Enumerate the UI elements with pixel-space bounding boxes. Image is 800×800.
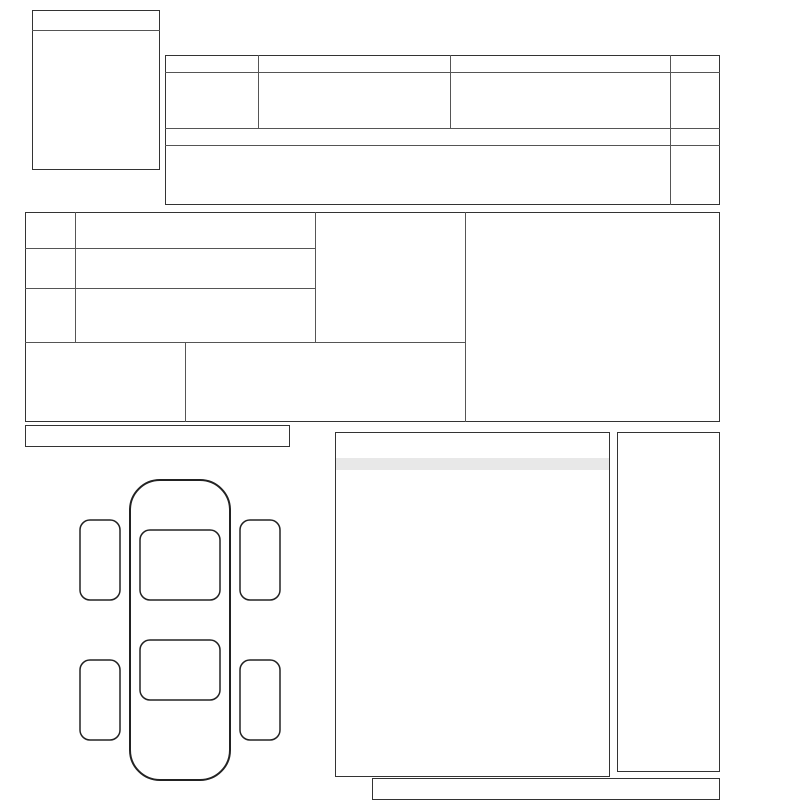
notes-header-shading (336, 458, 609, 470)
vehicle-damage-diagram (60, 470, 300, 790)
divider (25, 342, 465, 343)
lot-number-box (32, 10, 160, 170)
divider (165, 72, 720, 73)
recycle-fee-box (25, 425, 290, 447)
divider (258, 55, 259, 128)
inspection-notes-box (335, 432, 610, 777)
divider (315, 212, 316, 342)
divider (25, 248, 315, 249)
vehicle-outline (60, 470, 300, 790)
divider (185, 342, 186, 422)
chassis-number-box (372, 778, 720, 800)
divider (670, 55, 671, 205)
history-table (25, 212, 720, 422)
divider (165, 145, 720, 146)
divider (450, 55, 451, 128)
vehicle-info-table (165, 55, 720, 205)
divider (165, 128, 720, 129)
divider (32, 30, 160, 31)
divider (465, 212, 466, 422)
score-box (617, 432, 720, 772)
divider (75, 212, 76, 342)
divider (25, 288, 315, 289)
